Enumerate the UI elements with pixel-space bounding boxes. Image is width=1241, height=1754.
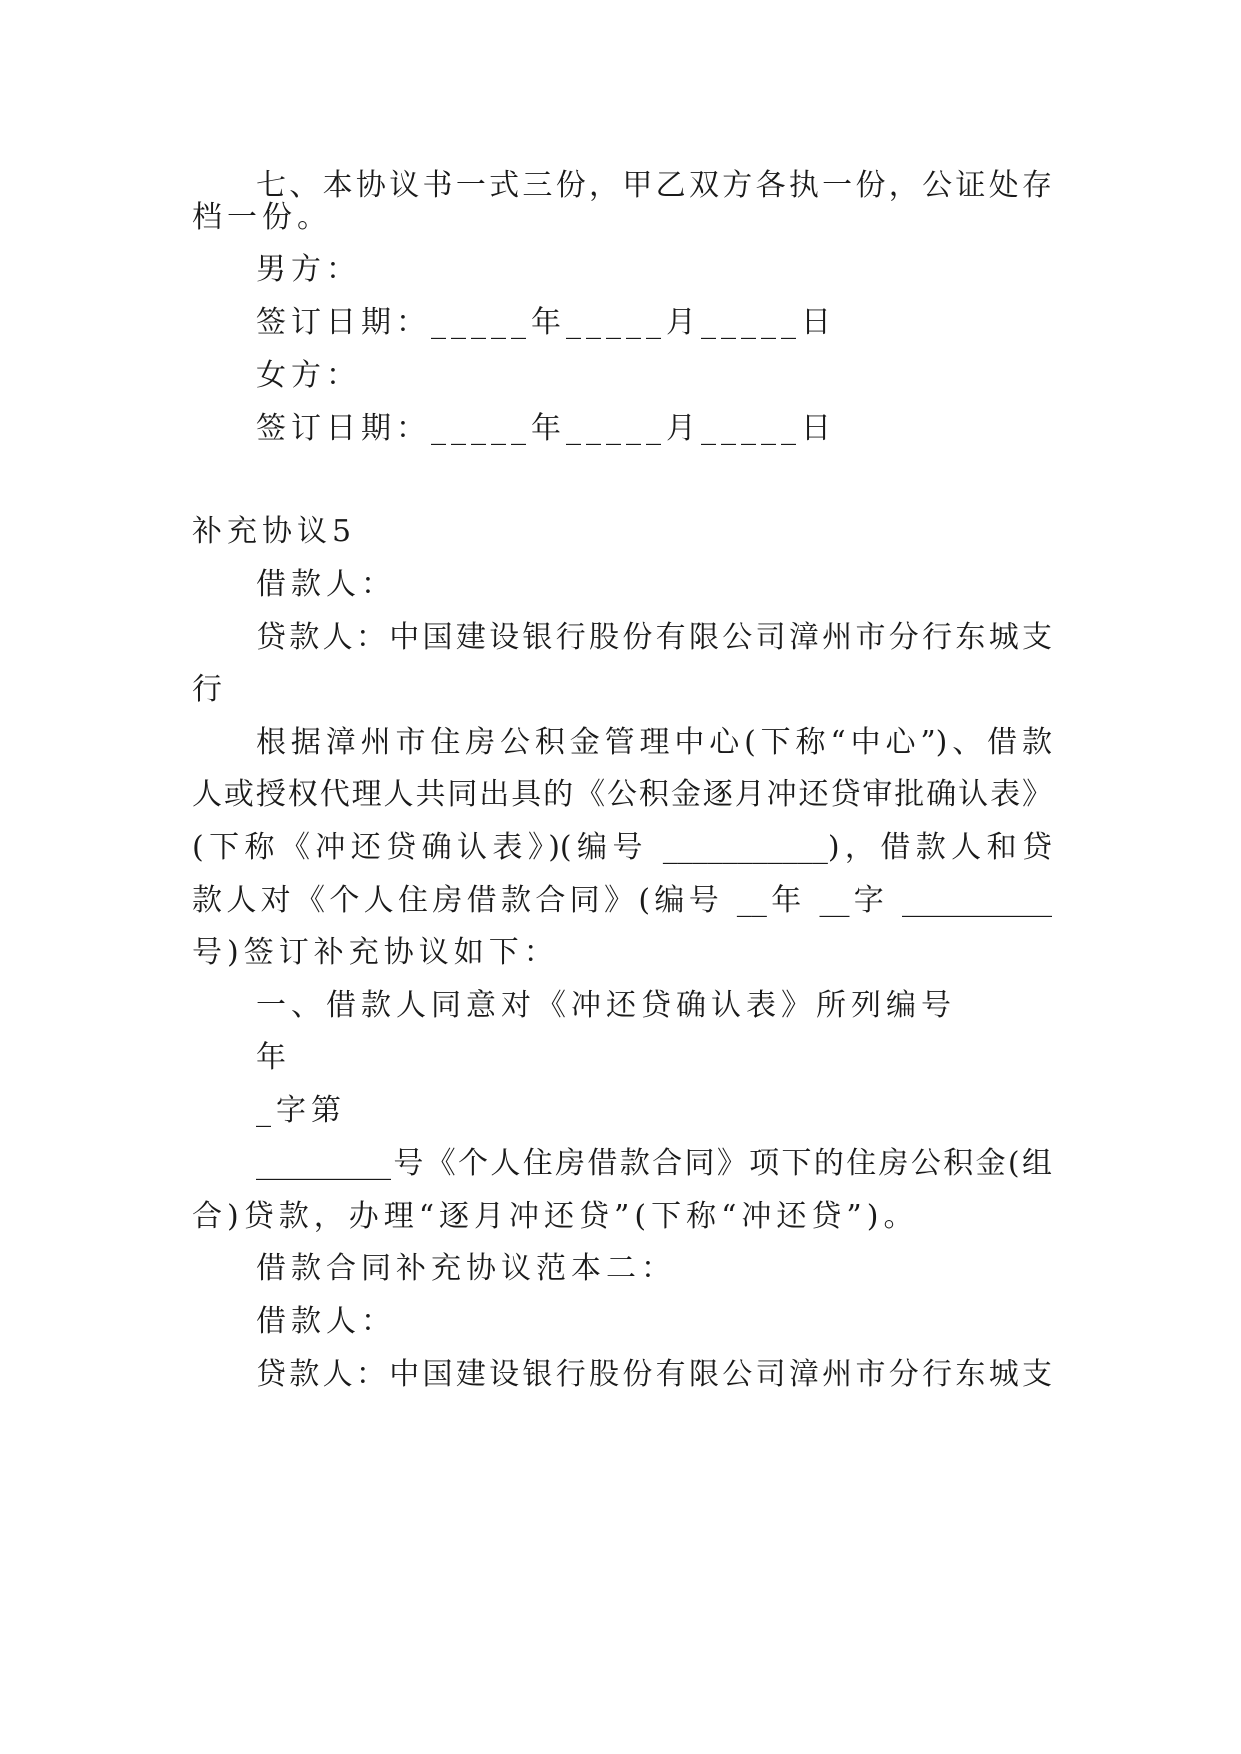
female-party-label: 女方： — [256, 358, 361, 393]
basis-line-3: (下称《冲还贷确认表》)(编号 ___________)，借款人和贷 — [192, 830, 1052, 865]
clause-seven-line-2: 档一份。 — [192, 200, 332, 235]
clause-seven-line-1: 七、本协议书一式三份，甲乙双方各执一份，公证处存 — [256, 168, 1052, 203]
basis-line-5: 号)签订补充协议如下： — [192, 935, 559, 970]
clause-one-line-3: _字第 — [256, 1093, 346, 1128]
lender-line-2: 行 — [192, 672, 227, 707]
section-title: 补充协议5 — [192, 514, 357, 549]
basis-line-2: 人或授权代理人共同出具的《公积金逐月冲还贷审批确认表》 — [192, 777, 1052, 812]
basis-line-1: 根据漳州市住房公积金管理中心(下称“中心”)、借款 — [256, 725, 1052, 760]
borrower-label-2: 借款人： — [256, 1304, 396, 1339]
clause-one-line-2: 年 — [256, 1040, 291, 1075]
male-party-label: 男方： — [256, 252, 361, 287]
template-two-title: 借款合同补充协议范本二： — [256, 1251, 676, 1286]
lender-line-3: 贷款人：中国建设银行股份有限公司漳州市分行东城支 — [256, 1357, 1052, 1392]
clause-one-line-1: 一、借款人同意对《冲还贷确认表》所列编号 — [256, 988, 956, 1023]
borrower-label: 借款人： — [256, 567, 396, 602]
clause-one-line-4: _________号《个人住房借款合同》项下的住房公积金(组 — [256, 1146, 1052, 1181]
lender-line-1: 贷款人：中国建设银行股份有限公司漳州市分行东城支 — [256, 620, 1052, 655]
male-sign-date: 签订日期：_____年_____月_____日 — [256, 305, 836, 340]
female-sign-date: 签订日期：_____年_____月_____日 — [256, 411, 836, 446]
clause-one-line-5: 合)贷款，办理“逐月冲还贷”(下称“冲还贷”)。 — [192, 1199, 919, 1234]
basis-line-4: 款人对《个人住房借款合同》(编号 __年 __字 __________ — [192, 883, 1052, 918]
